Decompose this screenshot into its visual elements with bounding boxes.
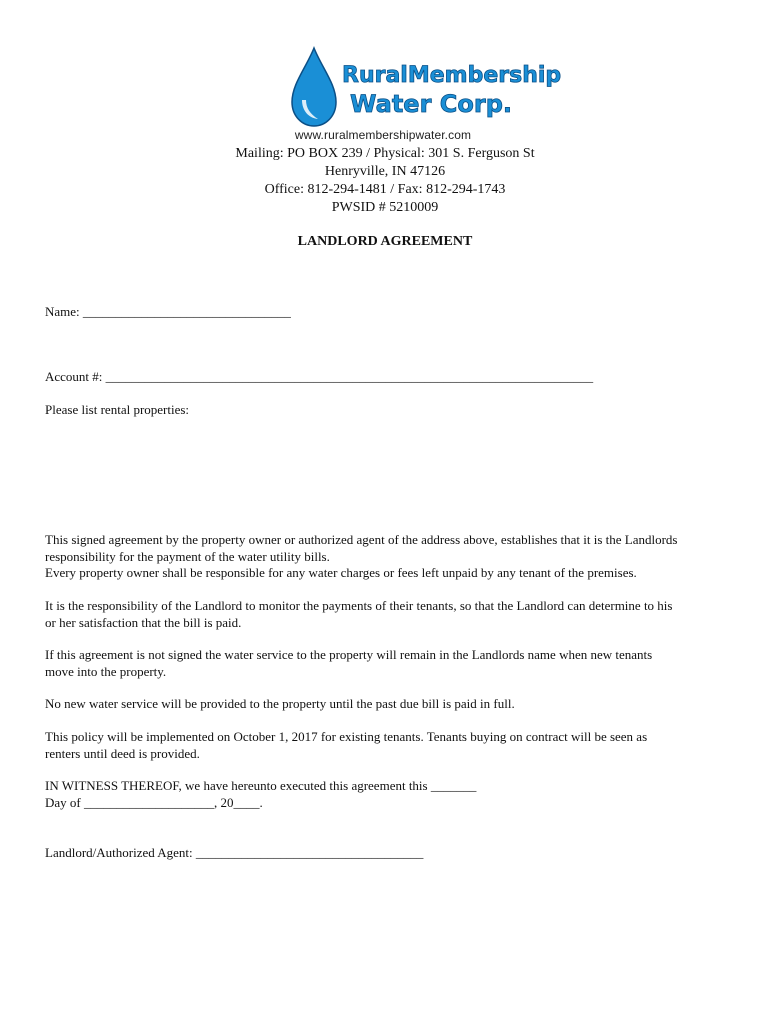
paragraph-policy-date — [45, 729, 735, 762]
paragraph-line: It is the responsibility of the Landlord to monitor the payments of their tenants, so that the Landlord can determine to his — [45, 598, 673, 613]
name-field[interactable]: Name: ________________________________ — [45, 304, 291, 319]
paragraph-line: This policy will be implemented on October 1, 2017 for existing tenants. Tenants buying on contract will be seen as — [45, 729, 648, 744]
account-number-field[interactable]: Account #: ___________________________________________________________________________ — [45, 369, 594, 384]
paragraph-line: If this agreement is not signed the water service to the property will remain in the Landlords name when new tenants — [45, 647, 653, 662]
paragraph-line: No new water service will be provided to the property until the past due bill is paid in full. — [45, 696, 515, 711]
logo-brand-line2: Water Corp. — [350, 90, 512, 118]
paragraph-witness — [45, 778, 735, 811]
paragraph-line: renters until deed is provided. — [45, 745, 200, 761]
company-logo — [288, 44, 562, 144]
paragraph-past-due — [45, 696, 735, 713]
document-title: LANDLORD AGREEMENT — [297, 234, 473, 249]
paragraph-monitor-payments — [45, 598, 735, 631]
signature-field[interactable]: Landlord/Authorized Agent: ___________________________________ — [45, 845, 424, 860]
paragraph-line: responsibility for the payment of the water utility bills. — [45, 548, 330, 564]
logo-brand-line1: RuralMembership — [342, 63, 562, 88]
paragraph-line: or her satisfaction that the bill is paid. — [45, 614, 242, 630]
city-line: Henryville, IN 47126 — [324, 164, 446, 179]
paragraph-line: move into the property. — [45, 663, 167, 679]
phone-fax-line: Office: 812-294-1481 / Fax: 812-294-1743 — [264, 182, 506, 197]
pwsid-line: PWSID # 5210009 — [331, 200, 439, 215]
company-contact-block — [0, 145, 770, 217]
paragraph-unsigned-agreement — [45, 647, 735, 680]
date-line[interactable]: Day of ____________________, 20____. — [45, 794, 263, 810]
rental-properties-label: Please list rental properties: — [45, 402, 190, 417]
logo-website-url: www.ruralmembershipwater.com — [294, 128, 472, 142]
paragraph-responsibility — [45, 532, 735, 582]
paragraph-line: This signed agreement by the property owner or authorized agent of the address above, establishes that it is the Landlords — [45, 532, 678, 547]
paragraph-line: Every property owner shall be responsible for any water charges or fees left unpaid by any tenant of the premises. — [45, 565, 637, 580]
address-line: Mailing: PO BOX 239 / Physical: 301 S. Ferguson St — [235, 146, 535, 161]
witness-line[interactable]: IN WITNESS THEREOF, we have hereunto executed this agreement this _______ — [45, 778, 477, 793]
water-drop-icon — [288, 44, 562, 134]
